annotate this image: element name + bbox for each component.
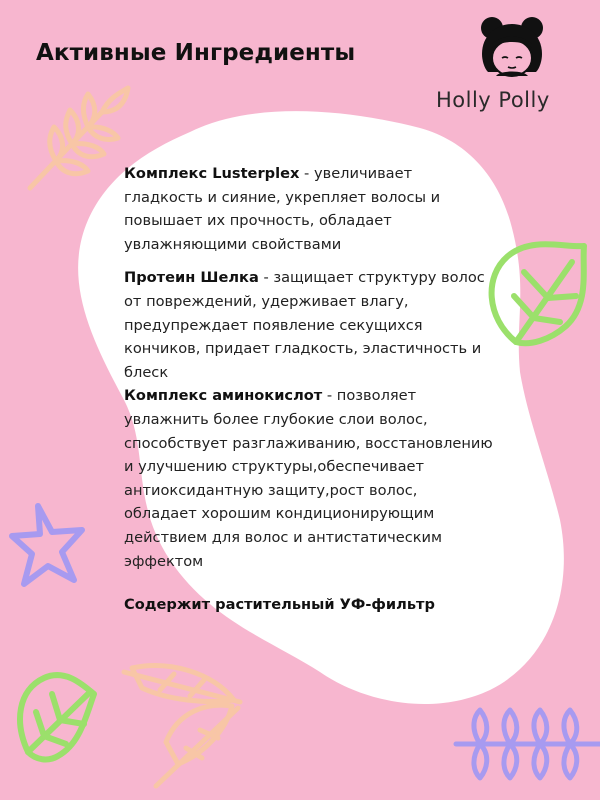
ingredient-paragraph xyxy=(124,266,494,384)
ingredient-name: Комплекс аминокислот xyxy=(124,387,323,405)
feather-icon xyxy=(124,666,240,786)
brand-name: Holly Polly xyxy=(436,88,550,112)
ingredient-paragraph xyxy=(124,162,494,256)
ingredient-description: - защищает структуру волос от повреждений, удерживает влагу, предупреждает появление секущихся кончиков, придает гладкость, эластичность и блеск xyxy=(124,269,485,381)
ingredient-name: Комплекс Lusterplex xyxy=(124,165,300,182)
ingredients-text xyxy=(124,162,494,617)
ingredient-paragraph xyxy=(124,384,494,573)
ingredient-name: Протеин Шелка xyxy=(124,269,259,287)
uv-filter-note: Содержит растительный УФ-фильтр xyxy=(124,596,435,614)
page-title: Активные Ингредиенты xyxy=(36,40,356,66)
lavender-wheat-icon xyxy=(456,710,600,778)
leaf-icon-bottom xyxy=(20,675,94,759)
girl-face-logo-icon xyxy=(481,17,543,76)
wheat-icon xyxy=(30,88,128,188)
ingredient-description: - увеличивает гладкость и сияние, укрепляет волосы и повышает их прочность, обладает увлажняющими свойствами xyxy=(124,165,441,253)
star-icon xyxy=(12,506,82,584)
ingredient-description: - позволяет увлажнить более глубокие слои волос, способствует разглаживанию, восстановлению и улучшению структуры,обеспечивает антиоксидантную защиту,рост волос, обладает хорошим кондиционирующим действием для волос и антистатическим эффектом xyxy=(124,387,493,570)
